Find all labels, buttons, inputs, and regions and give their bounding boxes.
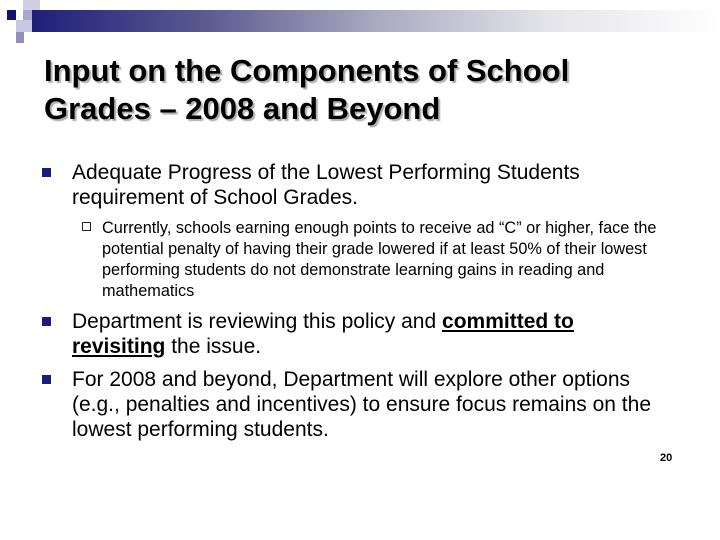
bullet-item <box>72 160 672 210</box>
square-bullet-icon <box>42 375 51 384</box>
bullet-text-pre: Department is reviewing this policy and <box>72 310 443 333</box>
bullet-text: For 2008 and beyond, Department will explore other options (e.g., penalties and incentives) to ensure focus remains on the lowest performing students. <box>72 368 651 441</box>
gradient-bar <box>32 10 720 32</box>
square-bullet-icon <box>42 168 51 177</box>
sub-bullet-item <box>102 218 682 302</box>
slide-title <box>44 52 684 128</box>
page-number: 20 <box>660 452 673 464</box>
bullet-text: Adequate Progress of the Lowest Performing Students requirement of School Grades. <box>72 161 580 209</box>
title-line-1: Input on the Components of School <box>44 53 570 88</box>
bullet-item <box>72 309 672 359</box>
deco-square <box>7 10 16 20</box>
deco-square <box>23 0 40 10</box>
bullet-item <box>72 367 672 442</box>
deco-square <box>16 20 32 32</box>
square-bullet-icon <box>42 317 51 326</box>
sub-bullet-text: Currently, schools earning enough points to receive ad “C” or higher, face the potential penalty of having their grade lowered if at least 50% of their lowest performing students do not demonstrate learning gains in reading and mathematics <box>102 219 657 300</box>
title-line-2: Grades – 2008 and Beyond <box>44 91 441 126</box>
bullet-text-post: the issue. <box>165 335 262 358</box>
deco-square <box>16 32 24 43</box>
hollow-square-bullet-icon <box>82 222 91 231</box>
bullet-emphasis: committed to revisiting <box>72 310 574 358</box>
